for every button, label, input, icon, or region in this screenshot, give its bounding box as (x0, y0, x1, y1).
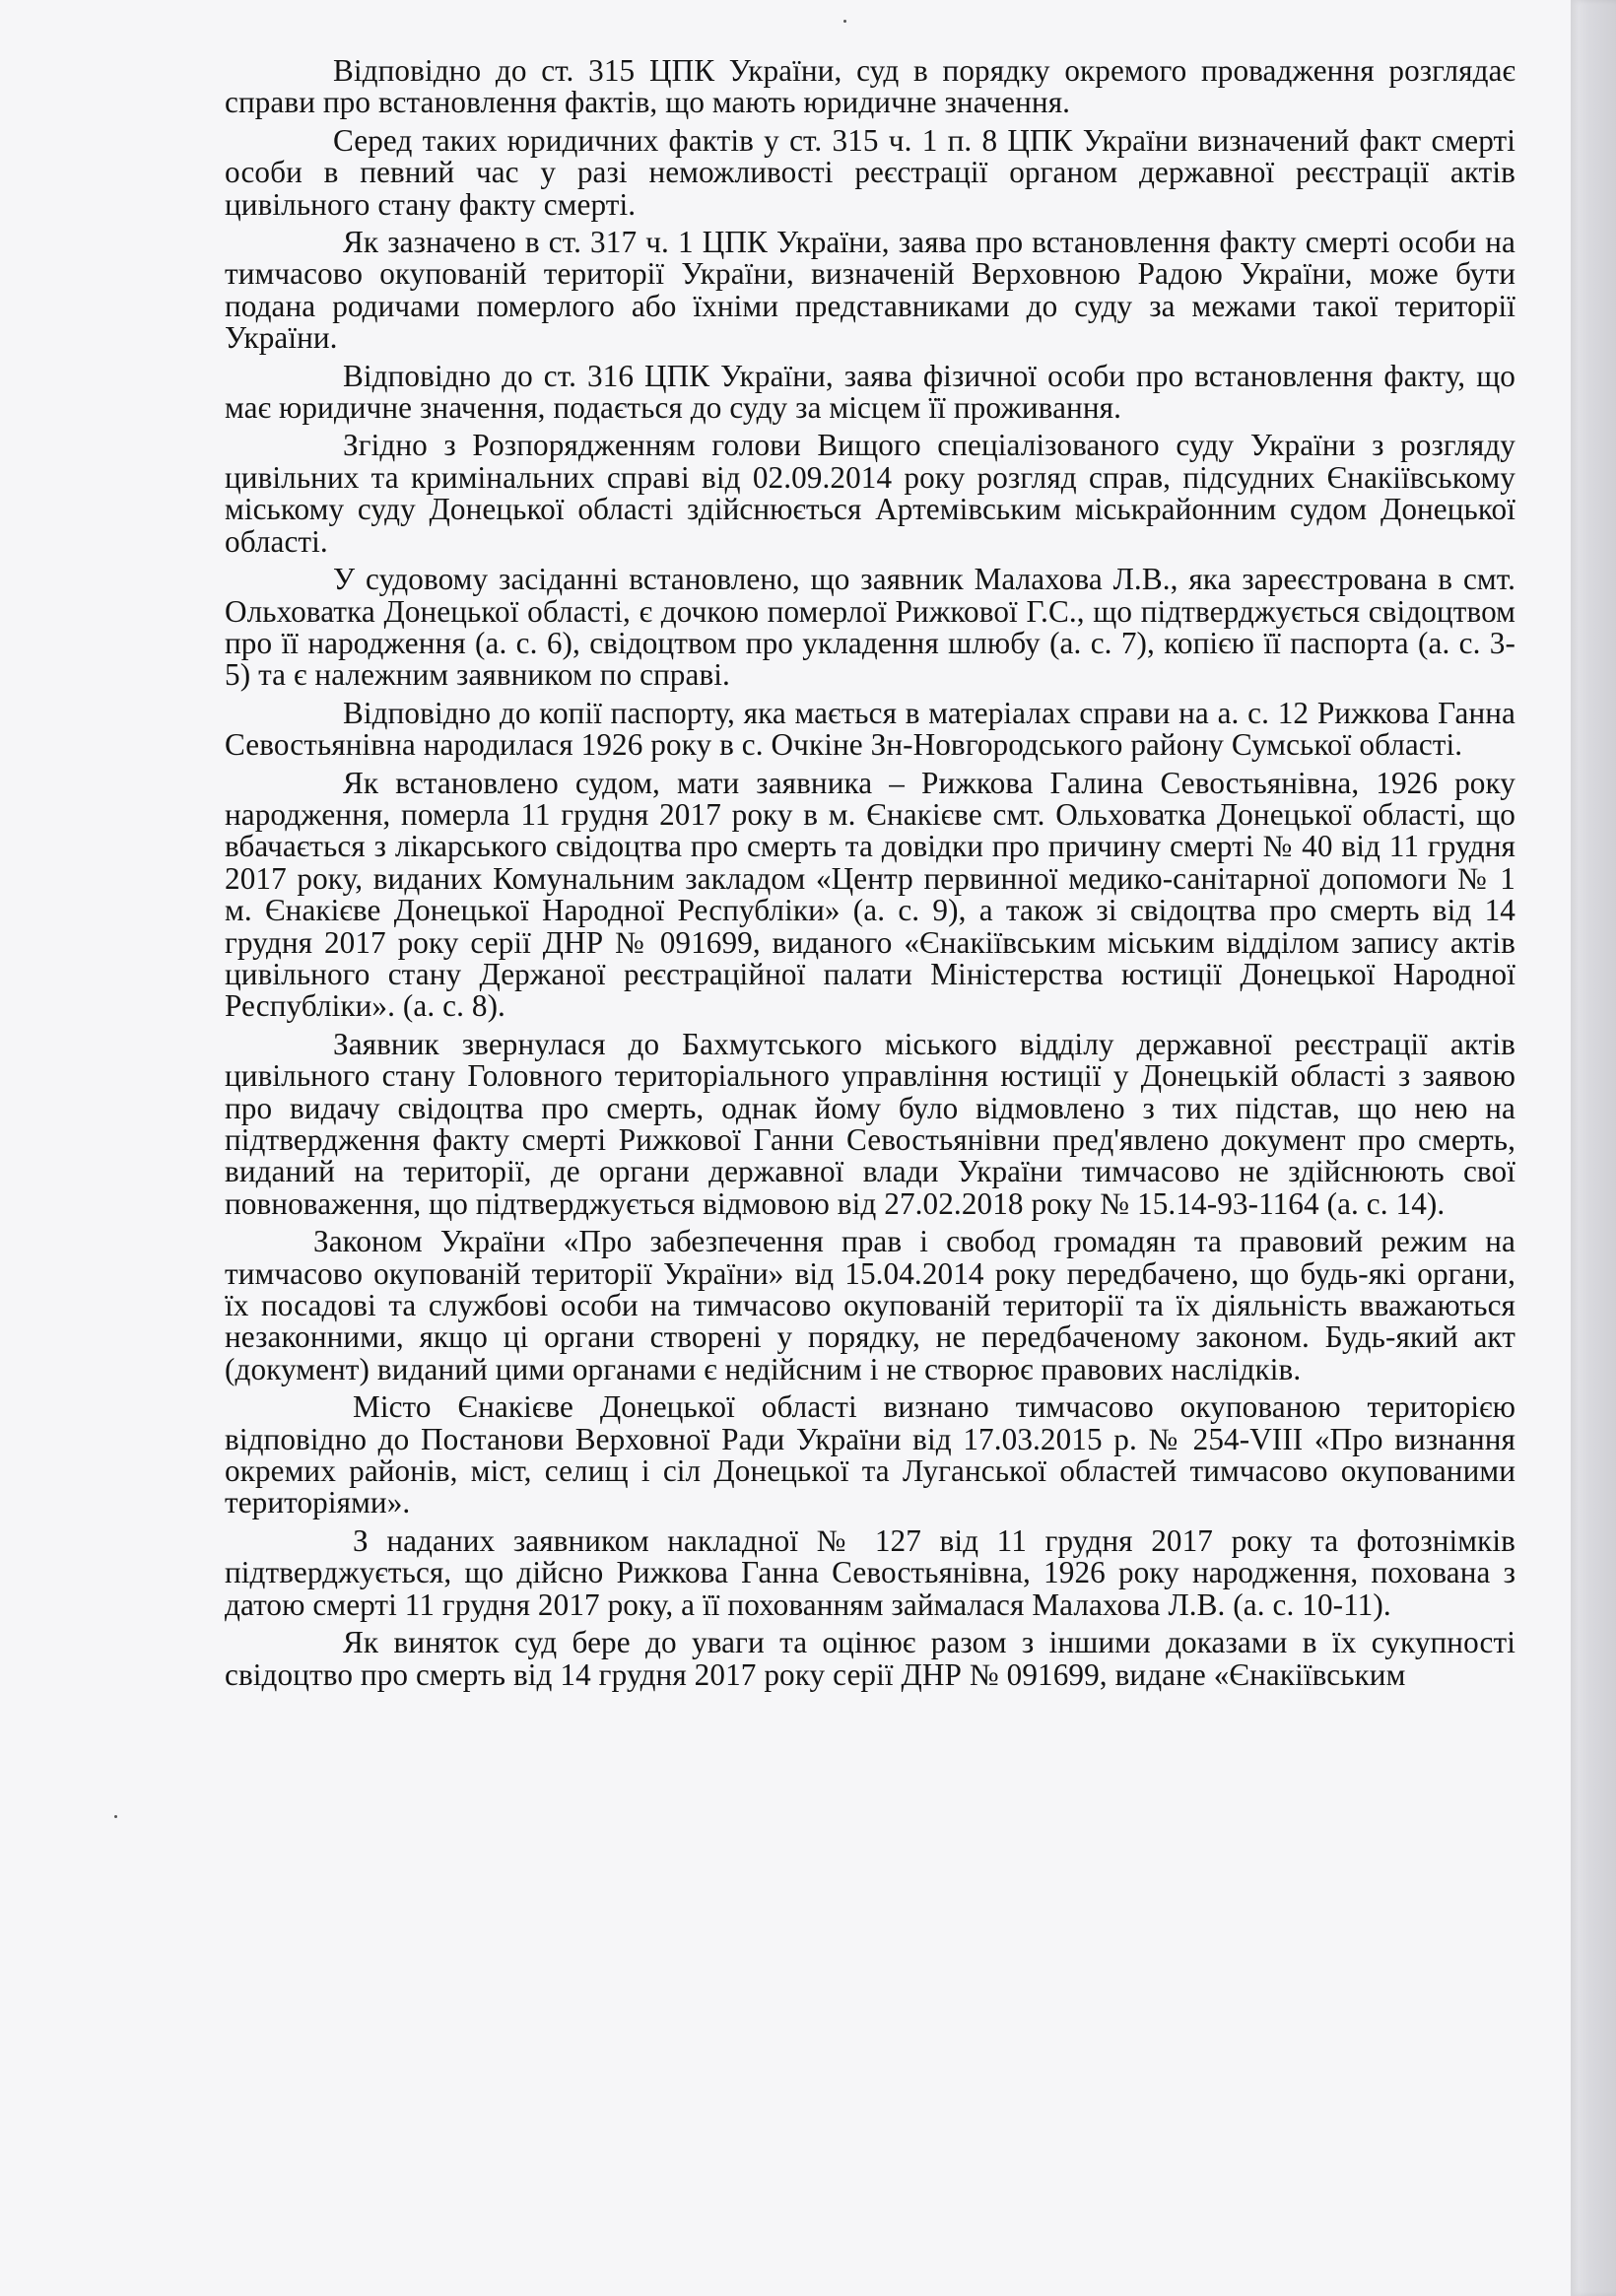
paragraph-10: Законом України «Про забезпечення прав і свобод громадян та правовий режим на тимчасово окупованій території України» від 15.04.2014 року передбачено, що будь-які органи, їх посадові та службові особи на тимчасово окупованій території та їх діяльність вважаються незаконними, якщо ці органи створені у порядку, не передбаченому законом. Будь-який акт (документ) виданий цими органами є недійсним і не створює правових наслідків. (225, 1224, 1515, 1386)
page-edge-shadow (1571, 0, 1616, 2296)
paragraph-6: У судовому засіданні встановлено, що заявник Малахова Л.В., яка зареєстрована в смт. Ольховатка Донецької області, є дочкою померлої Рижкової Г.С., що підтверджується свідоцтвом про її народження (а. с. 6), свідоцтвом про укладення шлюбу (а. с. 7), копією її паспорта (а. с. 3-5) та є належним заявником по справі. (225, 562, 1515, 693)
paragraph-7: Відповідно до копії паспорту, яка мається в матеріалах справи на а. с. 12 Рижкова Ганна Севостьянівна народилася 1926 року в с. Очкіне Зн-Новгородського району Сумської області. (225, 695, 1515, 763)
scan-speck (114, 1815, 117, 1818)
paragraph-13: Як виняток суд бере до уваги та оцінює разом з іншими доказами в їх сукупності свідоцтво про смерть від 14 грудня 2017 року серії ДНР № 091699, видане «Єнакіївським (225, 1625, 1515, 1692)
paragraph-1: Відповідно до ст. 315 ЦПК України, суд в порядку окремого провадження розглядає справи про встановлення фактів, що мають юридичне значення. (225, 53, 1515, 120)
scan-speck (843, 20, 846, 23)
paragraph-11: Місто Єнакієве Донецької області визнано тимчасово окупованою територією відповідно до Постанови Верховної Ради України від 17.03.2015 р. № 254-VIII «Про визнання окремих районів, міст, селищ і сіл Донецької та Луганської областей тимчасово окупованими територіями». (225, 1389, 1515, 1520)
paragraph-12: З наданих заявником накладної № 127 від 11 грудня 2017 року та фотознімків підтверджується, що дійсно Рижкова Ганна Севостьянівна, 1926 року народження, похована з датою смерті 11 грудня 2017 року, а її похованням займалася Малахова Л.В. (а. с. 10-11). (225, 1522, 1515, 1622)
paragraph-2: Серед таких юридичних фактів у ст. 315 ч. 1 п. 8 ЦПК України визначений факт смерті особи в певний час у разі неможливості реєстрації органом державної реєстрації актів цивільного стану факту смерті. (225, 122, 1515, 222)
paragraph-5: Згідно з Розпорядженням голови Вищого спеціалізованого суду України з розгляду цивільних та кримінальних справі від 02.09.2014 року розгляд справ, підсудних Єнакіївському міському суду Донецької області здійснюється Артемівським міськрайонним судом Донецької області. (225, 428, 1515, 559)
paragraph-9: Заявник звернулася до Бахмутського міського відділу державної реєстрації актів цивільного стану Головного територіального управління юстиції у Донецькій області з заявою про видачу свідоцтва про смерть, однак йому було відмовлено з тих підстав, що нею на підтвердження факту смерті Рижкової Ганни Севостьянівни пред'явлено документ про смерть, виданий на території, де органи державної влади України тимчасово не здійснюють свої повноваження, що підтверджується відмовою від 27.02.2018 року № 15.14-93-1164 (а. с. 14). (225, 1026, 1515, 1221)
paragraph-8: Як встановлено судом, мати заявника – Рижкова Галина Севостьянівна, 1926 року народження, померла 11 грудня 2017 року в м. Єнакієве смт. Ольховатка Донецької області, що вбачається з лікарського свідоцтва про смерть та довідки про причину смерті № 40 від 11 грудня 2017 року, виданих Комунальним закладом «Центр первинної медико-санітарної допомоги № 1 м. Єнакієве Донецької Народної Республіки» (а. с. 9), а також зі свідоцтва про смерть від 14 грудня 2017 року серії ДНР № 091699, виданого «Єнакіївським міським відділом запису актів цивільного стану Держаної реєстраційної палати Міністерства юстиції Донецької Народної Республіки». (а. с. 8). (225, 765, 1515, 1024)
paragraph-3: Як зазначено в ст. 317 ч. 1 ЦПК України, заява про встановлення факту смерті особи на тимчасово окупованій території України, визначеній Верховною Радою України, може бути подана родичами померлого або їхніми представниками до суду за межами такої території України. (225, 225, 1515, 356)
document-body (225, 55, 1515, 1697)
paragraph-4: Відповідно до ст. 316 ЦПК України, заява фізичної особи про встановлення факту, що має юридичне значення, подається до суду за місцем її проживання. (225, 358, 1515, 426)
